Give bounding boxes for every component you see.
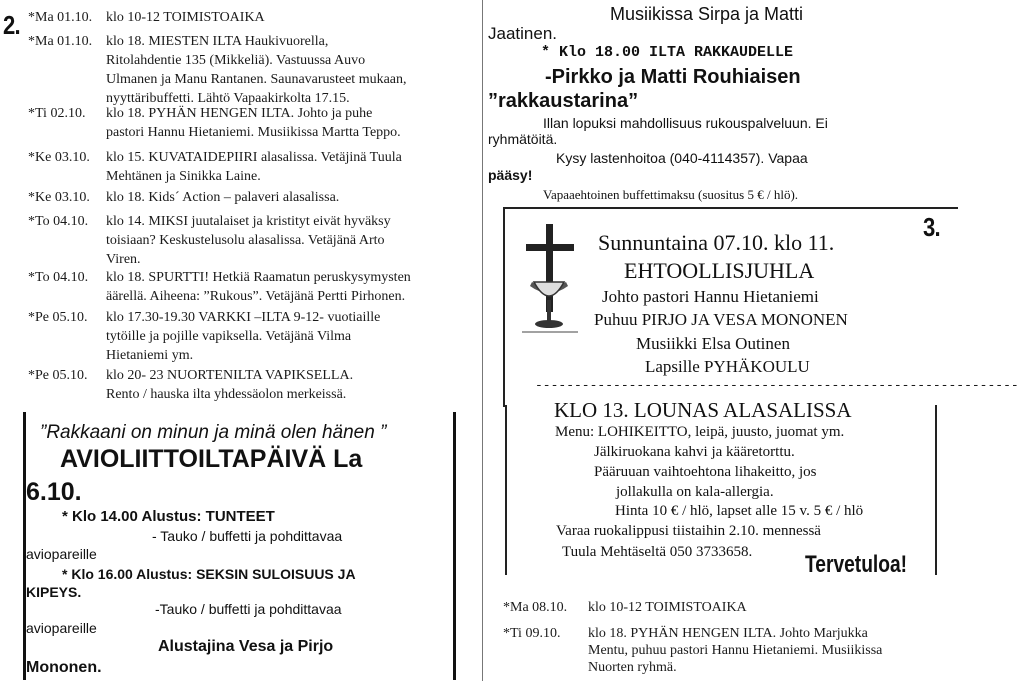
alt-dish: Pääruuan vaihtoehtona lihakeitto, jos — [594, 464, 817, 480]
sunday-speakers: Puhuu PIRJO JA VESA MONONEN — [594, 310, 848, 329]
column-divider — [482, 0, 483, 681]
communion-title: EHTOOLLISJUHLA — [624, 258, 815, 283]
event-description: Hietaniemi ym. — [106, 348, 194, 363]
event-date: *Ke 03.10. — [28, 150, 90, 165]
lunch-menu: Menu: LOHIKEITTO, leipä, juusto, juomat ym. — [555, 424, 845, 440]
event-description: klo 18. Kids´ Action – palaveri alasalissa. — [106, 190, 340, 205]
sunday-school: Lapsille PYHÄKOULU — [645, 357, 810, 376]
event-description: klo 18. PYHÄN HENGEN ILTA. Johto ja puhe — [106, 106, 373, 121]
event-date: *Ma 01.10. — [28, 10, 93, 25]
session-1-break: - Tauko / buffetti ja pohdittavaa — [152, 528, 343, 544]
free-entry: pääsy! — [488, 167, 533, 183]
event-description: klo 18. SPURTTI! Hetkiä Raamatun peruskysymysten — [106, 270, 411, 285]
event-date: *To 04.10. — [28, 270, 89, 285]
ticket-contact: Tuula Mehtäseltä 050 3733658. — [562, 544, 753, 560]
lunch-price: Hinta 10 € / hlö, lapset alle 15 v. 5 € / hlö — [615, 503, 864, 519]
page-number-left: 2. — [3, 10, 20, 40]
love-story-title-cont: ”rakkaustarina” — [488, 90, 639, 112]
lunch-heading: KLO 13. LOUNAS ALASALISSA — [554, 398, 852, 422]
session-2-break: -Tauko / buffetti ja pohdittavaa — [155, 601, 342, 617]
lunch-box-left-border — [505, 405, 507, 575]
music-line: Musiikissa Sirpa ja Matti — [610, 4, 804, 24]
event-date: *Ma 01.10. — [28, 34, 93, 49]
sunday-heading: Sunnuntaina 07.10. klo 11. — [598, 230, 835, 255]
session-1: * Klo 14.00 Alustus: TUNTEET — [62, 508, 275, 525]
sunday-box-left-border — [503, 207, 505, 407]
session-2: * Klo 16.00 Alustus: SEKSIN SULOISUUS JA — [62, 566, 356, 582]
wedding-title: AVIOLIITTOILTAPÄIVÄ La — [60, 445, 363, 473]
love-story-title: -Pirkko ja Matti Rouhiaisen — [545, 66, 801, 88]
wedding-tagline: ”Rakkaani on minun ja minä olen hänen ” — [40, 422, 387, 443]
event-description: klo 10-12 TOIMISTOAIKA — [588, 600, 747, 615]
event-description: nyyttäribuffetti. Lähtö Vapaakirkolta 17.15. — [106, 91, 350, 106]
dashed-separator: -------------------------------------------------------------- — [535, 378, 1019, 393]
cross-chalice-icon — [512, 220, 592, 340]
wedding-date: 6.10. — [26, 478, 82, 506]
dessert: Jälkiruokana kahvi ja kääretorttu. — [594, 444, 795, 460]
event-description: toisiaan? Keskustelusolu alasalissa. Vetäjänä Arto — [106, 233, 385, 248]
prayer-note: Illan lopuksi mahdollisuus rukouspalveluun. Ei — [543, 115, 828, 131]
event-description: tytöille ja pojille vapiksella. Vetäjänä Vilma — [106, 329, 352, 344]
event-date: *Pe 05.10. — [28, 368, 88, 383]
page-number-right: 3. — [923, 212, 940, 242]
speakers: Alustajina Vesa ja Pirjo — [158, 638, 334, 655]
ticket-deadline: Varaa ruokalippusi tiistaihin 2.10. mennessä — [556, 523, 821, 539]
evening-of-love: * Klo 18.00 ILTA RAKKAUDELLE — [541, 44, 794, 61]
event-description: Ulmanen ja Manu Rantanen. Saunavarusteet mukaan, — [106, 72, 407, 87]
session-2-audience: aviopareille — [26, 620, 97, 636]
event-description: klo 18. MIESTEN ILTA Haukivuorella, — [106, 34, 329, 49]
event-description: Rento / hauska ilta yhdessäolon merkeissä. — [106, 387, 347, 402]
section-rule — [503, 207, 958, 209]
childcare-note: Kysy lastenhoitoa (040-4114357). Vapaa — [556, 150, 808, 166]
event-description: Mehtänen ja Sinikka Laine. — [106, 169, 261, 184]
box-border-right — [453, 412, 456, 680]
event-description: klo 14. MIKSI juutalaiset ja kristityt eivät hyväksy — [106, 214, 391, 229]
prayer-note-cont: ryhmätöitä. — [488, 131, 558, 147]
speakers-cont: Mononen. — [26, 659, 102, 676]
sunday-leader: Johto pastori Hannu Hietaniemi — [602, 287, 819, 306]
event-date: *Ti 09.10. — [503, 626, 561, 641]
welcome-text: Tervetuloa! — [805, 551, 908, 578]
event-description: klo 10-12 TOIMISTOAIKA — [106, 10, 265, 25]
event-description: klo 20- 23 NUORTENILTA VAPIKSELLA. — [106, 368, 354, 383]
event-date: *Ma 08.10. — [503, 600, 568, 615]
event-description: pastori Hannu Hietaniemi. Musiikissa Martta Teppo. — [106, 125, 401, 140]
session-1-audience: aviopareille — [26, 546, 97, 562]
event-date: *Ti 02.10. — [28, 106, 86, 121]
session-2-cont: KIPEYS. — [26, 584, 82, 600]
music-line-cont: Jaatinen. — [488, 24, 557, 43]
event-date: *Pe 05.10. — [28, 310, 88, 325]
event-description: Viren. — [106, 252, 141, 267]
buffet-fee: Vapaaehtoinen buffettimaksu (suositus 5 € / hlö). — [543, 187, 799, 202]
event-description: klo 18. PYHÄN HENGEN ILTA. Johto Marjukka — [588, 626, 868, 641]
sunday-music: Musiikki Elsa Outinen — [636, 334, 790, 353]
event-description: äärellä. Aiheena: ”Rukous”. Vetäjänä Pertti Pirhonen. — [106, 289, 406, 304]
event-description: Ritolahdentie 135 (Mikkeliä). Vastuussa Auvo — [106, 53, 366, 68]
event-description: Nuorten ryhmä. — [588, 660, 677, 675]
event-date: *To 04.10. — [28, 214, 89, 229]
event-description: klo 17.30-19.30 VARKKI –ILTA 9-12- vuotiaille — [106, 310, 381, 325]
lunch-box-right-border — [935, 405, 937, 575]
event-description: Mentu, puhuu pastori Hannu Hietaniemi. Musiikissa — [588, 643, 883, 658]
event-description: klo 15. KUVATAIDEPIIRI alasalissa. Vetäjinä Tuula — [106, 150, 402, 165]
alt-dish-cont: jollakulla on kala-allergia. — [616, 484, 774, 500]
event-date: *Ke 03.10. — [28, 190, 90, 205]
